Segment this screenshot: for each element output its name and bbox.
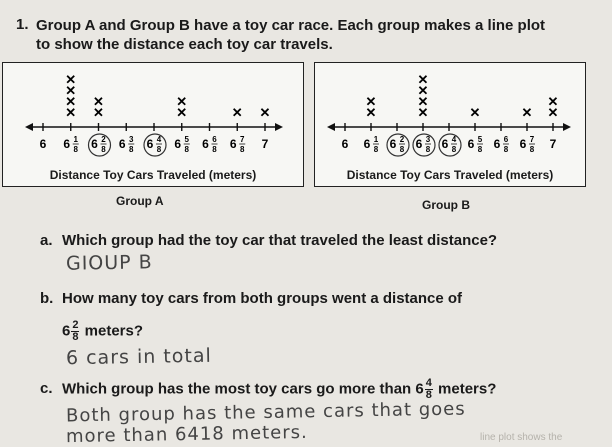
x-mark-b-7-0: ✕: [521, 105, 533, 120]
tick-den-a-5: 8: [184, 145, 189, 154]
x-mark-a-1-1: ✕: [65, 94, 77, 109]
part-c-answer-line2: more than 6418 meters.: [65, 421, 308, 447]
tick-den-a-7: 8: [240, 145, 245, 154]
tick-whole-b-1: 6: [363, 137, 371, 151]
part-c-frac-whole: 6: [415, 380, 424, 398]
tick-den-a-4: 8: [156, 145, 162, 154]
tick-den-a-2: 8: [101, 145, 106, 154]
part-b-letter: b.: [40, 290, 54, 307]
part-c-text-after: meters?: [438, 380, 497, 398]
x-mark-b-5-0: ✕: [469, 105, 481, 120]
group-b-label: Group B: [422, 198, 470, 212]
part-c-question: [40, 378, 496, 401]
tick-whole-a-1: 6: [63, 137, 71, 151]
part-c-fraction: [425, 378, 433, 401]
bleed-through-text: line plot shows the: [480, 432, 563, 443]
tick-num-a-1: 1: [73, 135, 78, 144]
tick-den-b-2: 8: [399, 145, 405, 154]
question-intro: Group A and Group B have a toy car race. Each group makes a line plot to show the distance each toy car travels.: [36, 17, 546, 53]
tick-whole-b-0: 6: [341, 137, 349, 151]
x-mark-b-3-1: ✕: [417, 94, 429, 109]
x-mark-b-8-1: ✕: [547, 94, 559, 109]
part-c-letter: c.: [40, 380, 53, 398]
tick-label-a-0: [40, 137, 47, 151]
tick-label-b-6: [494, 135, 509, 154]
tick-num-b-5: 5: [477, 135, 483, 144]
tick-num-a-6: 6: [212, 135, 217, 144]
x-mark-a-1-2: ✕: [65, 83, 77, 98]
part-c-text: Which group has the most toy cars go more than: [62, 380, 412, 398]
x-mark-b-8-0: ✕: [547, 105, 559, 120]
tick-den-a-3: 8: [129, 145, 134, 154]
tick-num-a-3: 3: [129, 135, 134, 144]
tick-whole-a-2: 6: [91, 137, 98, 151]
tick-whole-a-4: 6: [146, 137, 154, 151]
plot-title-group-a: Distance Toy Cars Traveled (meters): [49, 168, 257, 182]
tick-label-b-0: [342, 137, 349, 151]
tick-den-b-7: 8: [529, 145, 535, 154]
tick-label-a-7: [230, 135, 245, 154]
x-mark-a-1-3: ✕: [65, 72, 77, 87]
group-a-label: Group A: [116, 194, 164, 208]
tick-label-b-8: [550, 137, 557, 151]
x-mark-a-7-0: ✕: [231, 105, 243, 120]
plot-title-group-b: Distance Toy Cars Traveled (meters): [346, 168, 554, 182]
tick-label-b-4: [442, 135, 457, 154]
tick-label-a-6: [202, 135, 217, 154]
axis-arrow-left-b: [327, 123, 335, 131]
tick-num-b-3: 3: [425, 135, 431, 144]
tick-num-a-2: 2: [101, 135, 106, 144]
tick-whole-a-7: 6: [229, 137, 237, 151]
x-mark-a-1-0: ✕: [65, 105, 77, 120]
tick-num-a-5: 5: [184, 135, 189, 144]
tick-whole-a-6: 6: [202, 137, 209, 151]
x-mark-a-5-1: ✕: [176, 94, 188, 109]
part-b-text: How many toy cars from both groups went a distance of: [62, 290, 463, 307]
x-mark-a-2-1: ✕: [93, 94, 104, 109]
tick-label-a-4: [147, 135, 162, 154]
part-b-answer: 6 cars in total: [65, 344, 212, 370]
part-a-question: [40, 232, 497, 249]
tick-whole-b-7: 6: [519, 137, 527, 151]
tick-whole-a-8: 7: [261, 137, 269, 151]
tick-label-a-5: [174, 135, 189, 154]
part-c-frac-den: 8: [425, 389, 432, 401]
tick-den-b-4: 8: [451, 145, 457, 154]
part-b-question: [40, 290, 462, 307]
x-mark-b-1-0: ✕: [365, 105, 377, 120]
part-a-text: Which group had the toy car that traveled the least distance?: [62, 232, 498, 249]
tick-num-b-1: 1: [373, 135, 379, 144]
tick-den-b-1: 8: [373, 145, 379, 154]
part-b-frac-whole: 6: [62, 322, 71, 340]
x-mark-b-3-3: ✕: [417, 72, 429, 87]
tick-whole-b-5: 6: [467, 137, 475, 151]
tick-label-a-2: [91, 135, 106, 154]
part-b-frac-den: 8: [72, 331, 79, 343]
axis-arrow-left-a: [25, 123, 33, 131]
tick-num-b-4: 4: [451, 135, 457, 144]
axis-arrow-right-b: [563, 123, 571, 131]
tick-label-b-2: [390, 135, 405, 154]
part-b-frac-num: 2: [72, 319, 79, 331]
tick-num-a-4: 4: [156, 135, 162, 144]
tick-whole-b-8: 7: [549, 137, 557, 151]
tick-label-b-1: [364, 135, 379, 154]
tick-label-b-5: [468, 135, 483, 154]
tick-label-a-3: [119, 135, 134, 154]
question-number: 1.: [16, 16, 29, 33]
line-plot-group-a: [2, 62, 304, 187]
x-mark-a-8-0: ✕: [259, 105, 271, 120]
tick-whole-b-3: 6: [415, 137, 423, 151]
tick-label-a-1: [63, 135, 78, 154]
line-plot-group-b: [314, 62, 586, 187]
tick-num-a-7: 7: [240, 135, 245, 144]
tick-label-a-8: [262, 137, 269, 151]
part-c-answer-line1: Both group has the same cars that goes: [65, 398, 466, 427]
tick-label-b-3: [416, 135, 431, 154]
tick-num-b-7: 7: [529, 135, 535, 144]
x-mark-a-2-0: ✕: [93, 105, 104, 120]
x-mark-a-5-0: ✕: [176, 105, 188, 120]
part-a-answer: GIOUP B: [65, 251, 153, 275]
tick-whole-b-4: 6: [441, 137, 449, 151]
tick-num-b-6: 6: [503, 135, 509, 144]
tick-den-b-3: 8: [425, 145, 431, 154]
x-mark-b-3-0: ✕: [417, 105, 429, 120]
part-b-text-after: meters?: [84, 322, 143, 340]
part-b-fraction: [71, 320, 79, 343]
tick-num-b-2: 2: [399, 135, 405, 144]
tick-whole-b-6: 6: [493, 137, 501, 151]
tick-whole-a-3: 6: [118, 137, 126, 151]
part-b-question-line2: [62, 320, 143, 343]
part-c-frac-num: 4: [425, 377, 432, 389]
tick-den-b-6: 8: [503, 145, 509, 154]
tick-label-b-7: [520, 135, 535, 154]
x-mark-b-1-1: ✕: [365, 94, 377, 109]
x-mark-b-3-2: ✕: [417, 83, 429, 98]
tick-whole-a-0: 6: [39, 137, 47, 151]
tick-den-b-5: 8: [477, 145, 483, 154]
tick-den-a-1: 8: [73, 145, 78, 154]
tick-whole-a-5: 6: [174, 137, 182, 151]
part-a-letter: a.: [40, 232, 53, 249]
axis-arrow-right-a: [275, 123, 283, 131]
tick-den-a-6: 8: [212, 145, 217, 154]
tick-whole-b-2: 6: [389, 137, 397, 151]
